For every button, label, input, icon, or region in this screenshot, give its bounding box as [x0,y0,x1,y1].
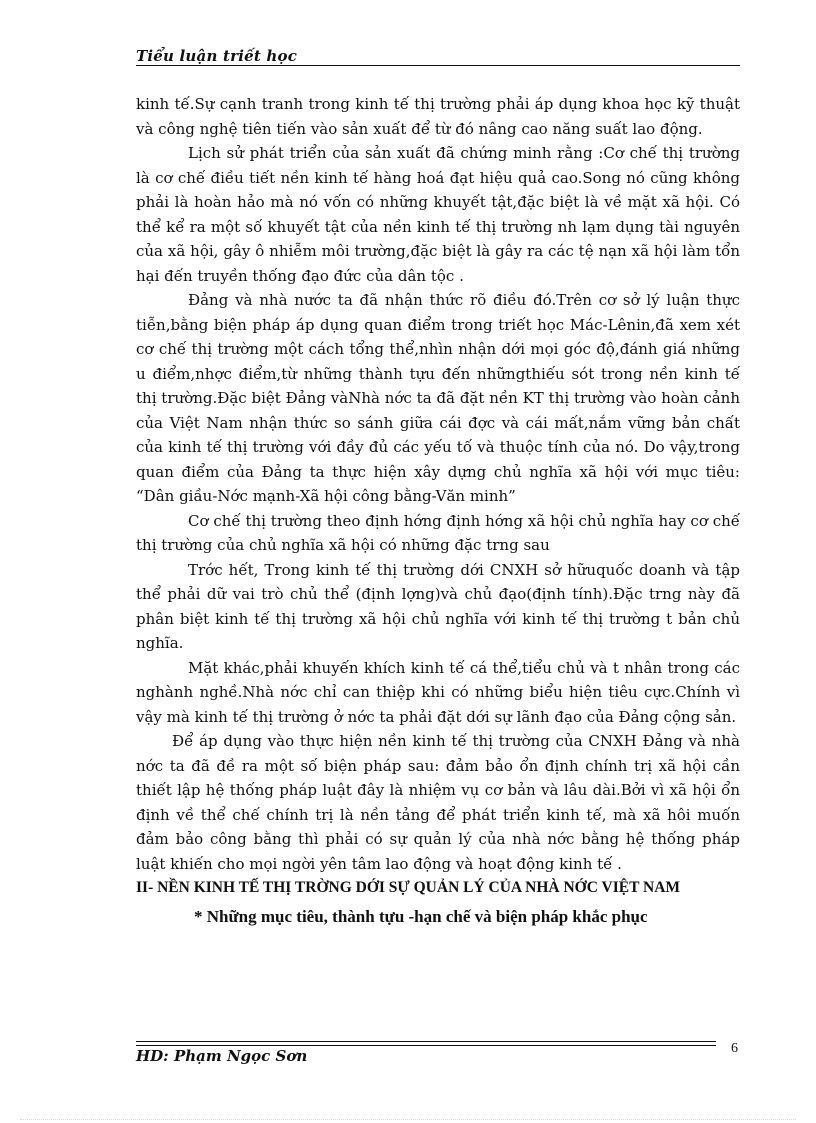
header-rule [136,65,740,66]
page-number: 6 [731,1041,738,1056]
paragraph: Lịch sử phát triển của sản xuất đã chứng minh rằng :Cơ chế thị trường là cơ chế điều tiết nền kinh tế hàng hoá đạt hiệu quả cao.Song nó cũng không phải là hoàn hảo mà nó vốn có những khuyết tật,đặc biệt là về mặt xã hội. Có thể kể ra một số khuyết tật của nền kinh tế thị trường nh lạm dụng tài nguyên của xã hội, gây ô nhiễm môi trường,đặc biệt là gây ra các tệ nạn xã hội làm tổn hại đến truyền thống đạo đức của dân tộc . [136,144,740,285]
footer-author: HD: Phạm Ngọc Sơn [136,1047,308,1065]
paragraph: Đảng và nhà nước ta đã nhận thức rõ điều đó.Trên cơ sở lý luận thực tiễn,bằng biện pháp áp dụng quan điểm trong triết học Mác-Lênin,đã xem xét cơ chế thị trường một cách tổng thể,nhìn nhận dới mọi góc độ,đánh giá những u điểm,nhợc điểm,từ những thành tựu đến nhữngthiếu sót trong nền kinh tế thị trường.Đặc biệt Đảng vàNhà nớc ta đã đặt nền KT thị trường vào hoàn cảnh của Việt Nam nhận thức so sánh giữa cái đợc và cái mất,nắm vững bản chất của kinh tế thị trường với đầy đủ các yếu tố và thuộc tính của nó. Do vậy,trong quan điểm của Đảng ta thực hiện xây dựng chủ nghĩa xã hội với mục tiêu: “Dân giầu-Nớc mạnh-Xã hội công bằng-Văn minh” [136,291,740,505]
footer-rule [136,1041,716,1042]
page-edge-divider [20,1119,796,1120]
subsection-heading: * Những mục tiêu, thành tựu -hạn chế và biện pháp khắc phục [194,907,648,926]
footer-rule-thin [136,1045,716,1046]
paragraph: Cơ chế thị trường theo định hớng định hớng xã hội chủ nghĩa hay cơ chế thị trường của chủ nghĩa xã hội có những đặc trng sau [136,511,740,554]
header-title: Tiểu luận triết học [136,47,298,65]
paragraph-continuation: kinh tế.Sự cạnh tranh trong kinh tế thị trường phải áp dụng khoa học kỹ thuật và công nghệ tiên tiến vào sản xuất để từ đó nâng cao năng suất lao động. [136,95,740,138]
paragraph: Để áp dụng vào thực hiện nền kinh tế thị trường của CNXH Đảng và nhà nớc ta đã đề ra một số biện pháp sau: đảm bảo ổn định chính trị xã hội cần thiết lập hệ thống pháp luật đây là nhiệm vụ cơ bản và lâu dài.Bởi vì xã hội ổn định về thể chế chính trị là nền tảng để phát triển kinh tế, mà xã hôi muốn đảm bảo công bằng thì phải có sự quản lý của nhà nớc bằng hệ thống pháp luật khiến cho mọi ngời yên tâm lao động và hoạt động kinh tế . [136,732,740,873]
section-heading: II- NỀN KINH TẾ THỊ TRỜNG DỚI SỰ QUẢN LÝ CỦA NHÀ NỚC VIỆT NAM [136,879,681,896]
paragraph: Trớc hết, Trong kinh tế thị trường dới CNXH sở hữuquốc doanh và tập thể phải dữ vai trò chủ thể (định lợng)và chủ đạo(định tính).Đặc trng này đã phân biệt kinh tế thị trường xã hội chủ nghĩa với kinh tế thị trường t bản chủ nghĩa. [136,560,740,652]
paragraph: Mặt khác,phải khuyến khích kinh tế cá thể,tiểu chủ và t nhân trong các nghành nghề.Nhà nớc chỉ can thiệp khi có những biểu hiện tiêu cực.Chính vì vậy mà kinh tế thị trường ở nớc ta phải đặt dới sự lãnh đạo của Đảng cộng sản. [136,658,740,726]
document-body [136,92,740,930]
